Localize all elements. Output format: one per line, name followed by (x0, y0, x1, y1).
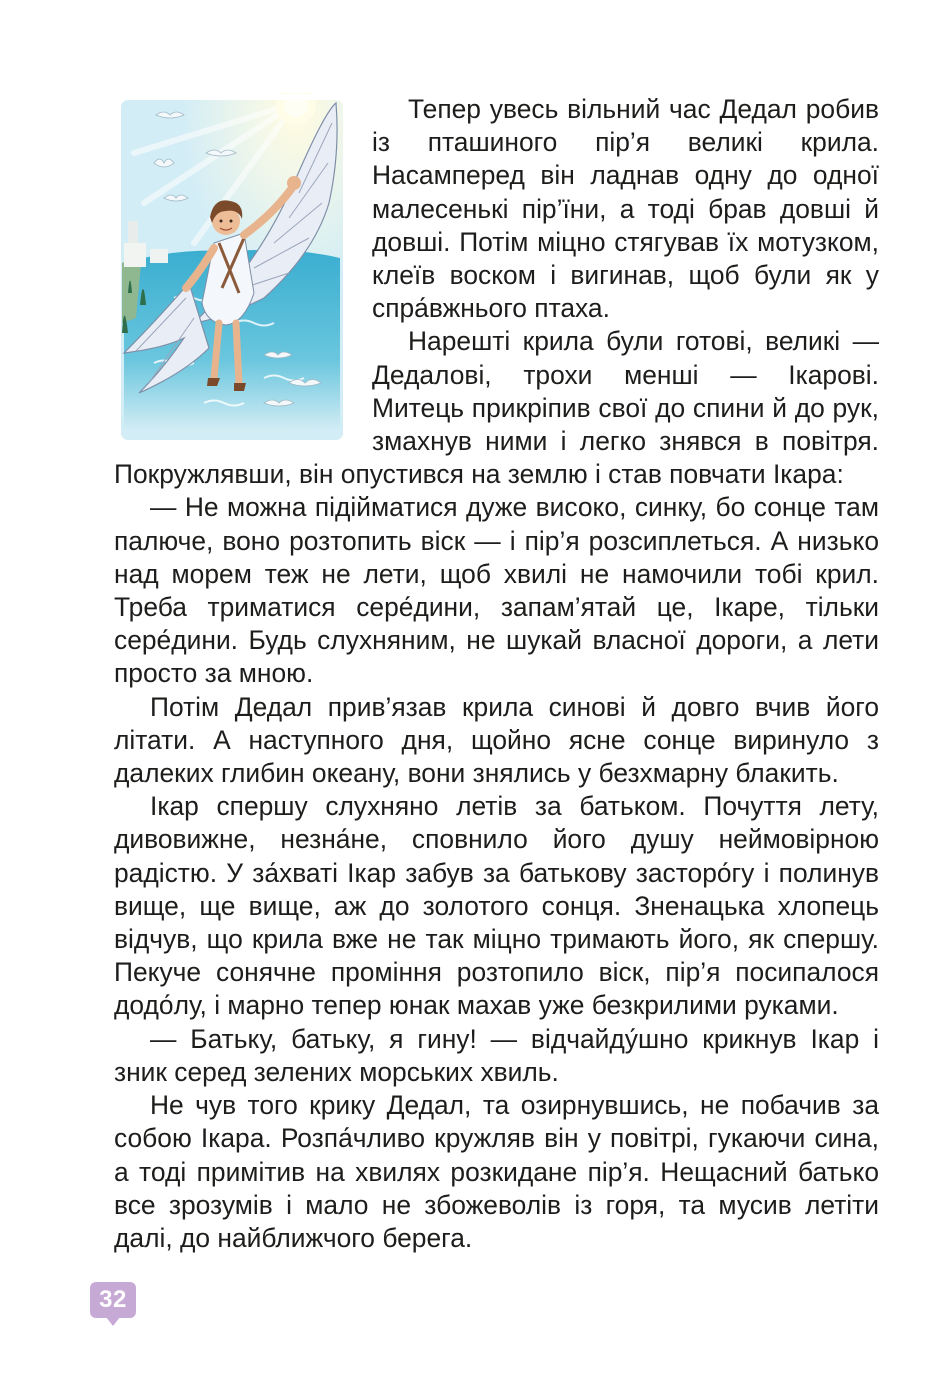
paragraph-7: Не чув того крику Дедал, та озирнувшись, не побачив за собою Ікара. Розпа́чливо кружляв він у повітрі, гукаючи сина, а тоді примітив на хвилях розкидане пір’я. Нещасний батько все зрозумів і мало не збожеволів із горя, та мусив летіти далі, до найближчого берега. (114, 1090, 879, 1253)
paragraph-5: Ікар спершу слухняно летів за батьком. Почуття лету, дивовижне, незна́не, сповнило його душу неймовірною радістю. У за́хваті Ікар забув за батькову засторо́гу і полинув вище, ще вище, аж до золотого сонця. Зненацька хлопець відчув, що крила вже не так міцно тримають його, як спершу. Пекуче сонячне проміння розтопило віск, пір’я посипалося додо́лу, і марно тепер юнак махав уже безкрилими руками. (114, 791, 879, 1021)
story-text (114, 93, 879, 1255)
page-number-badge (90, 1282, 136, 1318)
page-number: 32 (99, 1286, 127, 1313)
paragraph-3: — Не можна підійматися дуже високо, синку, бо сонце там палюче, воно розтопить віск — і пір’я розсиплеться. А низько над морем теж не лети, щоб хвилі не намочили тобі крил. Треба триматися сере́дини, запам’ятай це, Ікаре, тільки сере́дини. Будь слухняним, не шукай власної дороги, а лети просто за мною. (114, 492, 879, 689)
icarus-illustration (114, 93, 350, 451)
paragraph-1: Тепер увесь вільний час Дедал робив із пташиного пір’я великі крила. Насамперед він ладнав одну до одної малесенькі пір’їни, а тоді брав довші й довші. Потім міцно стягував їх мотузком, клеїв воском і вигинав, щоб були як у спра́вжнього птаха. (372, 94, 879, 324)
paragraph-2: Нарешті крила були готові, великі — Дедалові, трохи менші — Ікарові. Митець прикріпив свої до спини й до рук, змахнув ними і легко знявся в повітря. Покружлявши, він опустився на землю і став повчати Ікара: (114, 326, 879, 490)
paragraph-6: — Батьку, батьку, я гину! — відчайду́шно крикнув Ікар і зник серед зелених морських хвиль. (114, 1023, 879, 1087)
paragraph-4: Потім Дедал прив’язав крила синові й довго вчив його літати. А наступного дня, щойно ясне сонце виринуло з далеких глибин океану, вони знялись у безхмарну блакить. (114, 691, 879, 789)
